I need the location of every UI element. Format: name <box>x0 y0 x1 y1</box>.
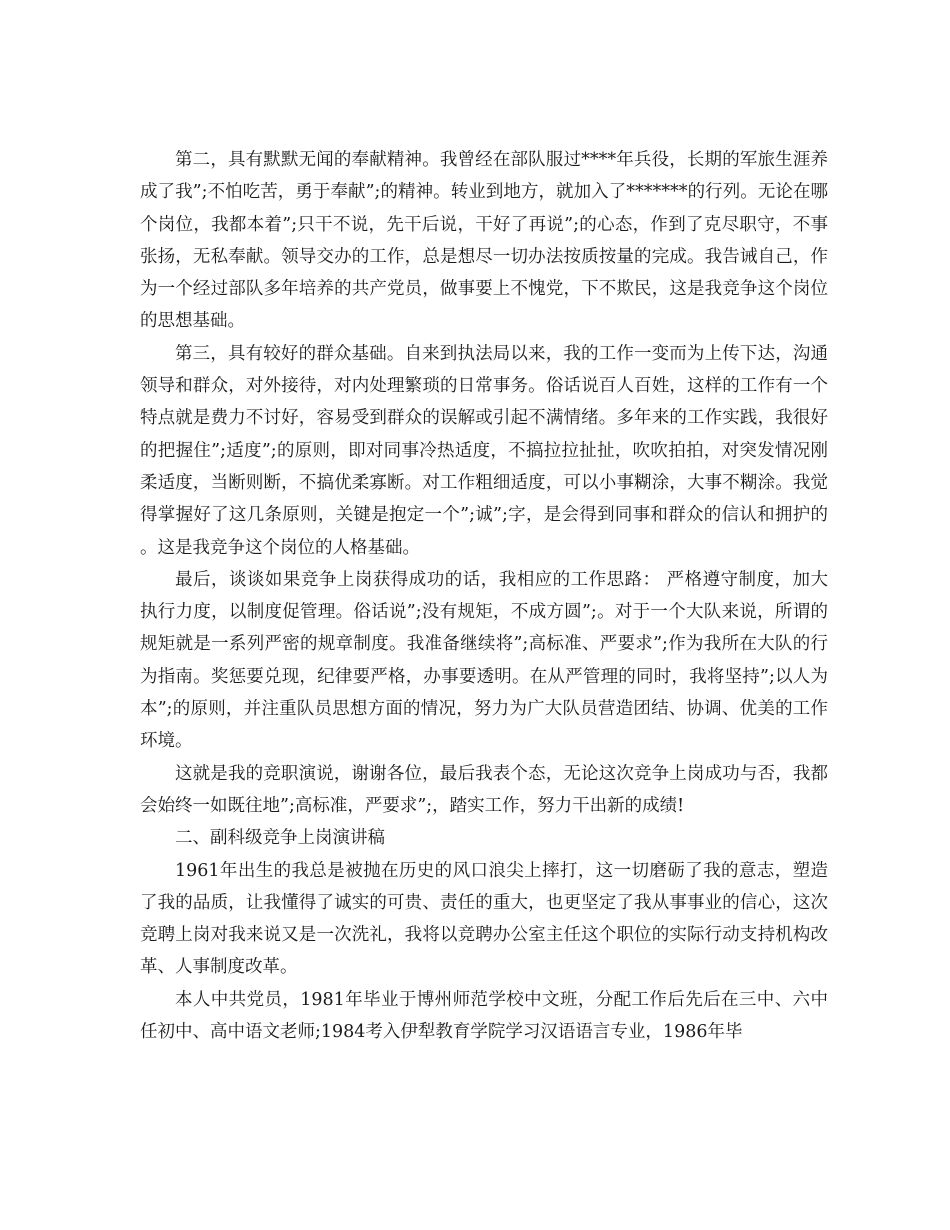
paragraph-mass-support: 第三，具有较好的群众基础。自来到执法局以来，我的工作一变而为上传下达，沟通领导和群众，对外接待，对内处理繁琐的日常事务。俗话说百人百姓，这样的工作有一个特点就是费力不讨好，容易受到群众的误解或引起不满情绪。多年来的工作实践，我很好的把握住”;适度”;的原则，即对同事冷热适度，不搞拉拉扯扯，吹吹拍拍，对突发情况刚柔适度，当断则断，不搞优柔寡断。对工作粗细适度，可以小事糊涂，大事不糊涂。我觉得掌握好了这几条原则，关键是抱定一个”;诚”;字，是会得到同事和群众的信认和拥护的。这是我竞争这个岗位的人格基础。 <box>140 343 828 558</box>
paragraph-dedication: 第二，具有默默无闻的奉献精神。我曾经在部队服过****年兵役，长期的军旅生涯养成了我”;不怕吃苦，勇于奉献”;的精神。转业到地方，就加入了*******的行列。无论在哪个岗位，我都本着”;只干不说，先干后说，干好了再说”;的心态，作到了克尽职守，不事张扬，无私奉献。领导交办的工作，总是想尽一切办法按质按量的完成。我告诫自己，作为一个经过部队多年培养的共产党员，做事要上不愧党，下不欺民，这是我竞争这个岗位的思想基础。 <box>140 150 828 332</box>
paragraph-background: 本人中共党员，1981年毕业于博州师范学校中文班，分配工作后先后在三中、六中任初中、高中语文老师;1984考入伊犁教育学院学习汉语语言专业，1986年毕 <box>140 989 828 1043</box>
paragraph-work-plan: 最后，谈谈如果竞争上岗获得成功的话，我相应的工作思路： 严格遵守制度，加大执行力度，以制度促管理。俗话说”;没有规矩，不成方圆”;。对于一个大队来说，所谓的规矩就是一系列严密的规章制度。我准备继续将”;高标准、严要求”;作为我所在大队的行为指南。奖惩要兑现，纪律要严格，办事要透明。在从严管理的同时，我将坚持”;以人为本”;的原则，并注重队员思想方面的情况，努力为广大队员营造团结、协调、优美的工作环境。 <box>140 569 828 752</box>
paragraph-closing: 这就是我的竞职演说，谢谢各位，最后我表个态，无论这次竞争上岗成功与否，我都会始终一如既往地”;高标准，严要求”;，踏实工作，努力干出新的成绩! <box>140 763 828 816</box>
document-body <box>140 144 828 1048</box>
paragraph-introduction: 1961年出生的我总是被抛在历史的风口浪尖上摔打，这一切磨砺了我的意志，塑造了我的品质，让我懂得了诚实的可贵、责任的重大，也更坚定了我从事事业的信心，这次竞聘上岗对我来说又是一次洗礼，我将以竞聘办公室主任这个职位的实际行动支持机构改革、人事制度改革。 <box>140 860 828 978</box>
section-heading: 二、副科级竞争上岗演讲稿 <box>175 828 385 849</box>
